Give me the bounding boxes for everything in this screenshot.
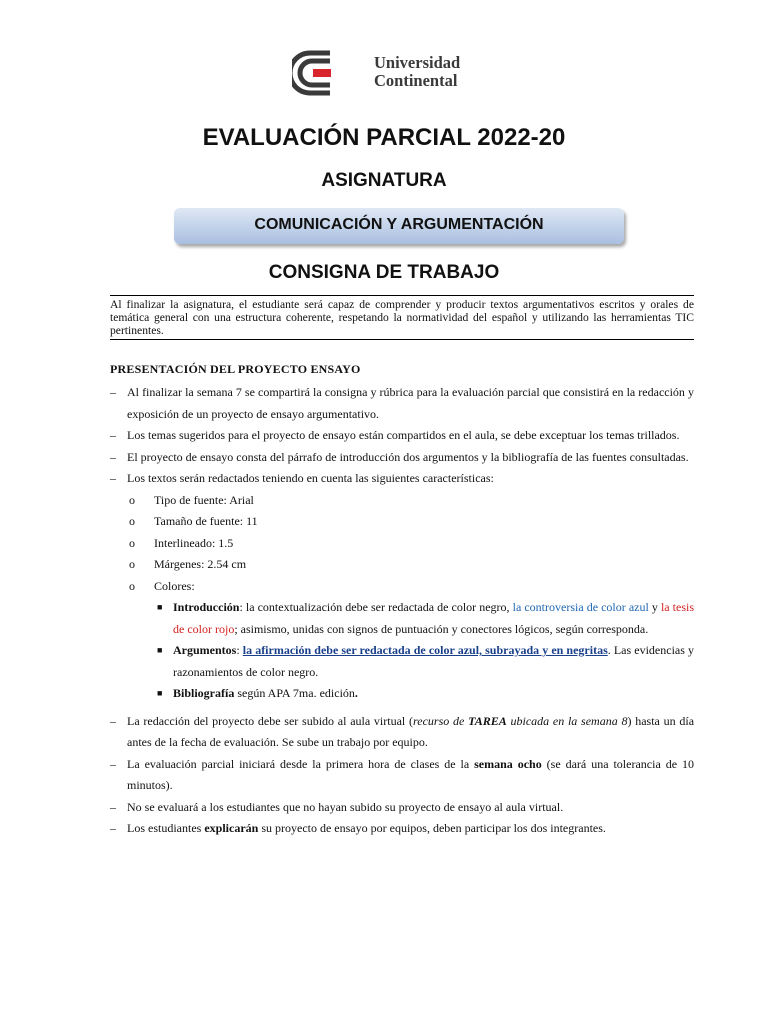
list-item-text: (se dará una tolerancia de 10 minutos). xyxy=(127,756,694,792)
intro-label: Introducción xyxy=(173,600,240,614)
arguments-colon: : xyxy=(236,643,243,657)
list-item-text: Los textos serán redactados teniendo en cuenta las siguientes características: xyxy=(127,471,494,485)
bibliography-text: según APA 7ma. edición xyxy=(234,686,355,700)
list-item-text: Al finalizar la semana 7 se compartirá la consigna y rúbrica para la evaluación parcial que consistirá en la redacción y exposición de un proyecto de ensayo argumentativo. xyxy=(127,385,694,421)
list-item-bold: explicarán xyxy=(204,821,259,835)
list-item: – Los textos serán redactados teniendo en cuenta las siguientes características: xyxy=(110,471,494,485)
bibliography-label: Bibliografía xyxy=(173,686,235,700)
list-item-text: La evaluación parcial iniciará desde la primera hora de clases de la xyxy=(127,756,475,771)
university-logo xyxy=(292,50,482,96)
characteristic-item: o Colores: xyxy=(129,578,195,593)
characteristic-text: Colores: xyxy=(154,578,195,593)
intro-red-text: la tesis de color rojo xyxy=(173,600,695,636)
list-item: – La redacción del proyecto debe ser subido al aula virtual (recurso de TAREA ubicada en la semana 8) hasta un día antes de la fecha de evaluación. Se sube un trabajo por equipo. xyxy=(110,713,695,749)
arguments-blue-text: la afirmación debe ser redactada de color azul, subrayada y en negritas xyxy=(242,643,608,657)
intro-text: : la contextualización debe ser redactada de color negro, xyxy=(239,600,513,614)
assignment-heading: CONSIGNA DE TRABAJO xyxy=(268,262,500,283)
list-item-italic: ubicada en la semana 8 xyxy=(506,713,628,728)
color-rule-introduction: ■ Introducción: la contextualización debe ser redactada de color negro, la controversia de color azul y la tesis de color rojo; asimismo, unidas con signos de puntuación y conectores lógicos, según corresponda. xyxy=(157,600,695,636)
intro-blue-text: la controversia de color azul xyxy=(512,600,649,614)
list-item-text: ) hasta un día antes de la fecha de evaluación. Se sube un trabajo por equipo. xyxy=(127,713,695,749)
list-item: – Los temas sugeridos para el proyecto de ensayo están compartidos en el aula, se debe exceptuar los temas trillados. xyxy=(110,428,680,442)
document-title: EVALUACIÓN PARCIAL 2022-20 xyxy=(202,124,566,151)
characteristic-item: o Márgenes: 2.54 cm xyxy=(129,557,247,571)
intro-text-end: ; asimismo, unidas con signos de puntuación y conectores lógicos, según corresponda. xyxy=(234,621,649,636)
list-item-text: La redacción del proyecto debe ser subido al aula virtual ( xyxy=(127,713,414,728)
logo-line-1: Universidad xyxy=(374,53,461,72)
characteristic-text: Tamaño de fuente: 11 xyxy=(154,514,258,528)
logo-mark-icon xyxy=(292,50,368,96)
subject-heading: ASIGNATURA xyxy=(321,170,447,191)
list-item-bold: semana ocho xyxy=(474,756,542,771)
color-rule-bibliography: ■ Bibliografía según APA 7ma. edición. xyxy=(157,686,358,700)
arguments-label: Argumentos xyxy=(173,643,237,657)
characteristic-item: o Tipo de fuente: Arial xyxy=(129,492,254,507)
characteristic-text: Interlineado: 1.5 xyxy=(154,535,234,550)
list-item: – La evaluación parcial iniciará desde la primera hora de clases de la semana ocho (se dará una tolerancia de 10 minutos). xyxy=(110,756,694,792)
list-item: – No se evaluará a los estudiantes que no hayan subido su proyecto de ensayo al aula virtual. xyxy=(110,799,564,814)
list-item: – El proyecto de ensayo consta del párrafo de introducción dos argumentos y la bibliografía de las fuentes consultadas. xyxy=(110,449,689,464)
course-banner: COMUNICACIÓN Y ARGUMENTACIÓN xyxy=(174,208,624,244)
list-item: – Al finalizar la semana 7 se compartirá la consigna y rúbrica para la evaluación parcial que consistirá en la redacción y exposición de un proyecto de ensayo argumentativo. xyxy=(110,385,694,421)
list-item-text: su proyecto de ensayo por equipos, deben participar los dos integrantes. xyxy=(258,821,606,835)
characteristic-item: o Tamaño de fuente: 11 xyxy=(129,514,258,528)
competency-paragraph: Al finalizar la asignatura, el estudiante será capaz de comprender y producir textos argumentativos escritos y orales de temática general con una estructura coherente, respetando la normatividad del español y utilizando las herramientas TIC pertinentes. xyxy=(110,295,694,340)
list-item: – Los estudiantes explicarán su proyecto de ensayo por equipos, deben participar los dos integrantes. xyxy=(110,821,606,835)
instructions-list xyxy=(110,382,694,840)
list-item-italic: recurso de xyxy=(413,713,469,728)
bibliography-dot: . xyxy=(354,686,358,700)
list-item-text: Los temas sugeridos para el proyecto de ensayo están compartidos en el aula, se debe exceptuar los temas trillados. xyxy=(127,428,680,442)
characteristic-text: Márgenes: 2.54 cm xyxy=(154,557,247,571)
arguments-text-end: . Las evidencias y razonamientos de color negro. xyxy=(173,643,695,679)
color-rule-arguments: ■ Argumentos: la afirmación debe ser redactada de color azul, subrayada y en negritas. Las evidencias y razonamientos de color negro. xyxy=(157,643,695,679)
list-item-bold-italic: TAREA xyxy=(468,713,507,728)
logo-line-2: Continental xyxy=(374,71,458,90)
list-item-text: No se evaluará a los estudiantes que no hayan subido su proyecto de ensayo al aula virtual. xyxy=(127,799,564,814)
logo-text xyxy=(374,54,460,90)
intro-text-joiner: y xyxy=(648,600,661,614)
section-title: PRESENTACIÓN DEL PROYECTO ENSAYO xyxy=(110,362,361,376)
list-item-text: Los estudiantes xyxy=(127,821,205,835)
list-item-text: El proyecto de ensayo consta del párrafo de introducción dos argumentos y la bibliografía de las fuentes consultadas. xyxy=(127,449,689,464)
characteristic-item: o Interlineado: 1.5 xyxy=(129,535,234,550)
characteristic-text: Tipo de fuente: Arial xyxy=(154,492,254,507)
